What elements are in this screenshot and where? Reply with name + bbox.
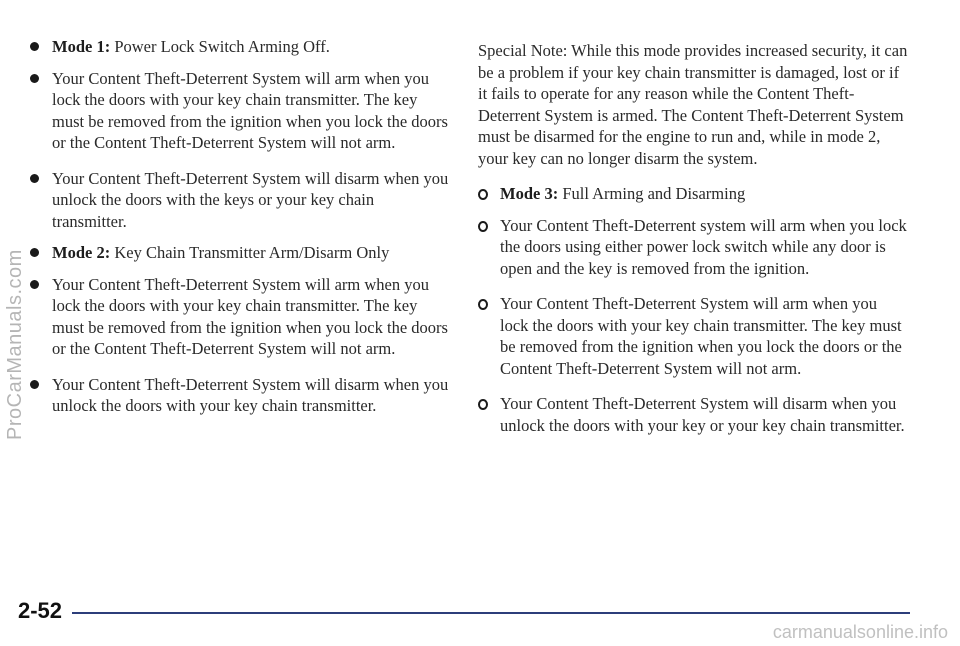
bullet-icon	[478, 299, 488, 310]
list-item	[478, 183, 908, 205]
list-item	[30, 168, 450, 233]
bullet-icon	[30, 74, 39, 83]
side-watermark: ProCarManuals.com	[4, 249, 26, 440]
bullet-icon	[30, 42, 39, 51]
item-text: Your Content Theft-Deterrent System will disarm when you unlock the doors with your key or your key chain transmitter.	[500, 394, 905, 435]
list-item	[30, 242, 450, 264]
item-text: Key Chain Transmitter Arm/Disarm Only	[110, 243, 390, 262]
bottom-watermark: carmanualsonline.info	[772, 622, 948, 642]
item-text: Your Content Theft-Deterrent System will arm when you lock the doors with your key chain transmitter. The key must be removed from the ignition when you lock the doors or the Content Theft-Deterrent System will not arm.	[52, 274, 448, 358]
item-text: Your Content Theft-Deterrent System will arm when you lock the doors with your key chain transmitter. The key must be removed from the ignition when you lock the doors or the Content Theft-Deterrent System will not arm.	[52, 68, 448, 152]
list-item	[30, 68, 450, 154]
right-column	[478, 40, 908, 450]
list-item	[478, 293, 908, 379]
footer-rule	[72, 612, 910, 614]
list-item	[30, 36, 450, 58]
list-item	[30, 374, 450, 417]
page-number: 2-52	[18, 598, 63, 623]
item-text: Your Content Theft-Deterrent System will arm when you lock the doors with your key chain transmitter. The key must be removed from the ignition when you lock the doors or the Content Theft-Deterrent System will not arm.	[500, 294, 902, 378]
bullet-icon	[478, 189, 488, 200]
item-text: Power Lock Switch Arming Off.	[110, 37, 330, 56]
bullet-icon	[30, 380, 39, 389]
bullet-icon	[30, 174, 39, 183]
left-column	[30, 36, 450, 431]
item-text: Your Content Theft-Deterrent System will disarm when you unlock the doors with your key chain transmitter.	[52, 374, 449, 415]
bullet-icon	[478, 221, 488, 232]
special-note: Special Note: While this mode provides increased security, it can be a problem if your key chain transmitter is damaged, lost or if it fails to operate for any reason while the Content Theft-Deterrent System is armed. The Content Theft-Deterrent System must be disarmed for the engine to run and, while in mode 2, your key can no longer disarm the system.	[478, 41, 908, 168]
item-text: Full Arming and Disarming	[558, 184, 746, 203]
list-item	[478, 215, 908, 280]
mode-label: Mode 2:	[52, 243, 111, 262]
bullet-icon	[478, 399, 488, 410]
bullet-icon	[30, 280, 39, 289]
list-item	[478, 393, 908, 436]
item-text: Your Content Theft-Deterrent system will arm when you lock the doors using either power lock switch while any door is open and the key is removed from the ignition.	[500, 215, 907, 278]
item-text: Your Content Theft-Deterrent System will disarm when you unlock the doors with the keys or your key chain transmitter.	[52, 168, 449, 231]
list-item	[30, 274, 450, 360]
mode-label: Mode 3:	[500, 184, 559, 203]
mode-label: Mode 1:	[52, 37, 111, 56]
bullet-icon	[30, 248, 39, 257]
